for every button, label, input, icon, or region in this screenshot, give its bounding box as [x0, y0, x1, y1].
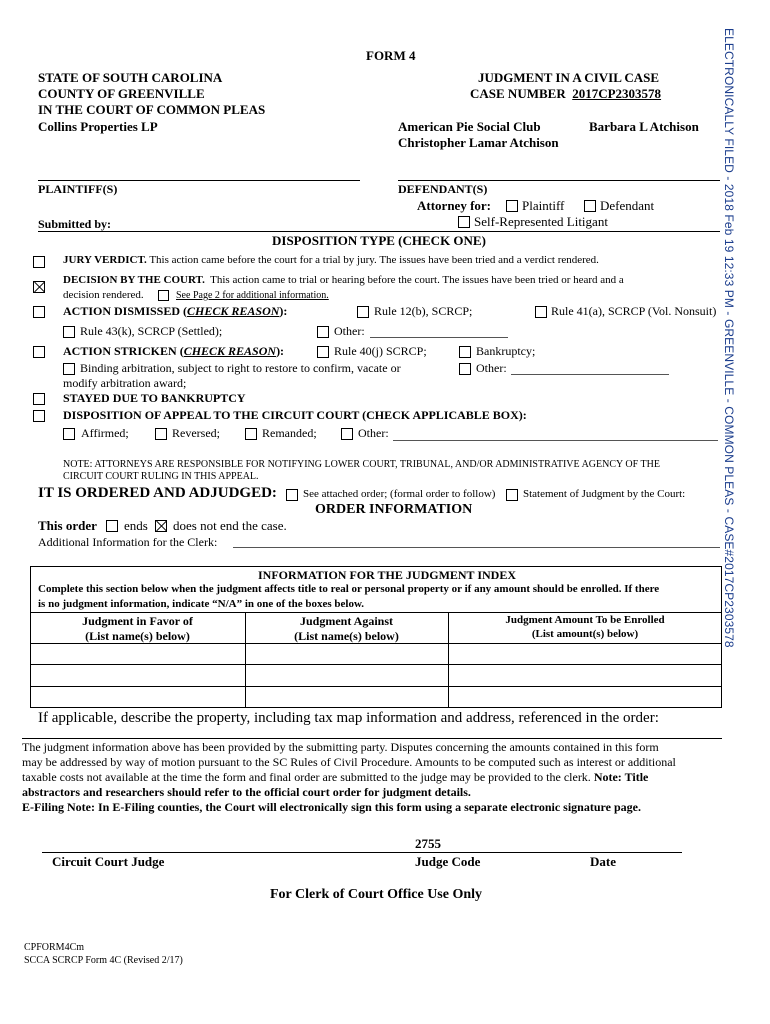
attorney-plaintiff-checkbox[interactable]: [506, 200, 518, 212]
case-number-label: CASE NUMBER: [470, 86, 566, 101]
state-label: STATE OF SOUTH CAROLINA: [38, 70, 223, 85]
judge-label: Circuit Court Judge: [52, 854, 165, 869]
statement-label: Statement of Judgment by the Court:: [523, 488, 686, 500]
see-attached-checkbox[interactable]: [286, 489, 298, 501]
attorney-defendant-checkbox[interactable]: [584, 200, 596, 212]
col-favor-header: Judgment in Favor of: [82, 614, 193, 628]
footer-line-3: taxable costs not available at the time the form and final order are submitted to the judge may be provided to the clerk. Note: Title: [22, 770, 649, 784]
judge-code-label: Judge Code: [415, 854, 481, 869]
action-stricken-label: ACTION STRICKEN (CHECK REASON):: [63, 344, 285, 358]
property-description-label: If applicable, describe the property, including tax map information and address, referenced in the order:: [38, 710, 659, 726]
rule40j-checkbox[interactable]: [317, 346, 329, 358]
rule41a-label: Rule 41(a), SCRCP (Vol. Nonsuit): [551, 304, 717, 318]
defendant-name-3: Barbara L Atchison: [589, 119, 699, 134]
footer-line-5: E-Filing Note: In E-Filing counties, the Court will electronically sign this form using a separate electronic signature page.: [22, 800, 641, 814]
stricken-other-checkbox[interactable]: [459, 363, 471, 375]
appeal-other-label: Other:: [358, 426, 389, 440]
form-id-line-2: SCCA SCRCP Form 4C (Revised 2/17): [24, 955, 183, 966]
ordered-title: IT IS ORDERED AND ADJUDGED:: [38, 485, 277, 501]
statement-checkbox[interactable]: [506, 489, 518, 501]
action-dismissed-checkbox[interactable]: [33, 306, 45, 318]
footer-line-2: may be addressed by way of motion pursuant to the SC Rules of Civil Procedure. Amounts to be computed such as interest or additional: [22, 755, 676, 769]
rule43k-checkbox[interactable]: [63, 326, 75, 338]
this-order-label: This order: [38, 518, 97, 533]
appeal-checkbox[interactable]: [33, 410, 45, 422]
appeal-other-checkbox[interactable]: [341, 428, 353, 440]
affirmed-checkbox[interactable]: [63, 428, 75, 440]
footer-line-4: abstractors and researchers should refer to the official court order for judgment details.: [22, 785, 471, 799]
decision-by-court-checkbox[interactable]: [33, 281, 45, 293]
attorney-note: NOTE: ATTORNEYS ARE RESPONSIBLE FOR NOTIFYING LOWER COURT, TRIBUNAL, AND/OR ADMINISTRATIVE AGENCY OF THE: [63, 459, 660, 470]
rule41a-checkbox[interactable]: [535, 306, 547, 318]
date-label: Date: [590, 854, 616, 869]
does-not-end-label: does not end the case.: [173, 518, 287, 533]
reversed-checkbox[interactable]: [155, 428, 167, 440]
col-amount-header: Judgment Amount To be Enrolled: [505, 614, 665, 626]
defendant-name-2: Christopher Lamar Atchison: [398, 135, 559, 150]
judgment-index-title: INFORMATION FOR THE JUDGMENT INDEX: [258, 568, 517, 582]
plaintiff-label: PLAINTIFF(S): [38, 182, 118, 196]
submitted-by-label: Submitted by:: [38, 217, 112, 231]
binding-arbitration-label: Binding arbitration, subject to right to restore to confirm, vacate or: [80, 361, 401, 375]
court-label: IN THE COURT OF COMMON PLEAS: [38, 102, 266, 117]
stricken-other-label: Other:: [476, 361, 507, 375]
disposition-title: DISPOSITION TYPE (CHECK ONE): [272, 233, 486, 248]
binding-arbitration-checkbox[interactable]: [63, 363, 75, 375]
footer-line-1: The judgment information above has been provided by the submitting party. Disputes concerning the amounts contained in this form: [22, 740, 659, 754]
rule40j-label: Rule 40(j) SCRCP;: [334, 344, 427, 358]
case-number-line: [470, 86, 661, 102]
see-page2-checkbox[interactable]: [158, 290, 169, 301]
col-against-subheader: (List name(s) below): [294, 629, 399, 643]
plaintiff-name: Collins Properties LP: [38, 119, 158, 134]
stayed-label: STAYED DUE TO BANKRUPTCY: [63, 391, 246, 405]
see-page2-text: See Page 2 for additional information.: [176, 290, 329, 301]
self-represented-label: Self-Represented Litigant: [474, 214, 608, 229]
appeal-label: DISPOSITION OF APPEAL TO THE CIRCUIT COURT (CHECK APPLICABLE BOX):: [63, 408, 527, 422]
see-attached-label: See attached order; (formal order to follow): [303, 488, 496, 500]
dismissed-other-label: Other:: [334, 324, 365, 338]
bankruptcy-checkbox[interactable]: [459, 346, 471, 358]
remanded-checkbox[interactable]: [245, 428, 257, 440]
decision-rendered-text: decision rendered.: [63, 289, 144, 301]
attorney-defendant-label: Defendant: [600, 198, 655, 213]
col-favor-subheader: (List name(s) below): [85, 629, 190, 643]
stayed-checkbox[interactable]: [33, 393, 45, 405]
ends-label: ends: [124, 518, 148, 533]
rule12b-checkbox[interactable]: [357, 306, 369, 318]
dismissed-other-checkbox[interactable]: [317, 326, 329, 338]
rule12b-label: Rule 12(b), SCRCP;: [374, 304, 473, 318]
reversed-label: Reversed;: [172, 426, 220, 440]
remanded-label: Remanded;: [262, 426, 317, 440]
rule43k-label: Rule 43(k), SCRCP (Settled);: [80, 324, 223, 338]
attorney-note-2: CIRCUIT COURT RULING IN THIS APPEAL.: [63, 471, 259, 482]
additional-info-label: Additional Information for the Clerk:: [38, 535, 218, 549]
attorney-for-label: Attorney for:: [417, 198, 491, 213]
form-id-line-1: CPFORM4Cm: [24, 942, 85, 953]
defendant-name-1: American Pie Social Club: [398, 119, 541, 134]
does-not-end-checkbox[interactable]: [155, 520, 167, 532]
case-number: 2017CP2303578: [572, 86, 662, 101]
decision-by-court-text: DECISION BY THE COURT. This action came to trial or hearing before the court. The issues have been tried or heard and a: [63, 274, 624, 286]
col-against-header: Judgment Against: [299, 614, 394, 628]
defendant-label: DEFENDANT(S): [398, 182, 488, 196]
county-label: COUNTY OF GREENVILLE: [38, 86, 205, 101]
bankruptcy-label: Bankruptcy;: [476, 344, 536, 358]
clerk-use-label: For Clerk of Court Office Use Only: [270, 887, 483, 902]
judgment-index-instructions-2: is no judgment information, indicate “N/A” in one of the boxes below.: [38, 598, 365, 610]
col-amount-subheader: (List amount(s) below): [531, 628, 639, 640]
action-stricken-checkbox[interactable]: [33, 346, 45, 358]
affirmed-label: Affirmed;: [81, 426, 129, 440]
jury-verdict-checkbox[interactable]: [33, 256, 45, 268]
case-type: JUDGMENT IN A CIVIL CASE: [478, 70, 660, 85]
attorney-plaintiff-label: Plaintiff: [522, 198, 565, 213]
binding-arbitration-label-2: modify arbitration award;: [63, 376, 187, 390]
action-dismissed-label: ACTION DISMISSED (CHECK REASON):: [63, 304, 288, 318]
judge-code-value: 2755: [415, 836, 441, 851]
self-represented-checkbox[interactable]: [458, 216, 470, 228]
ends-checkbox[interactable]: [106, 520, 118, 532]
electronic-filing-stamp: ELECTRONICALLY FILED - 2018 Feb 19 12:33 PM - GREENVILLE - COMMON PLEAS - CASE#2017CP2303578: [722, 28, 736, 648]
order-info-title: ORDER INFORMATION: [315, 502, 473, 517]
judgment-index-instructions: Complete this section below when the judgment affects title to real or personal property or if any amount should be enrolled. If there: [38, 583, 660, 595]
jury-verdict-text: JURY VERDICT. This action came before the court for a trial by jury. The issues have been tried and a verdict rendered.: [63, 254, 599, 266]
form-title: FORM 4: [366, 48, 416, 63]
